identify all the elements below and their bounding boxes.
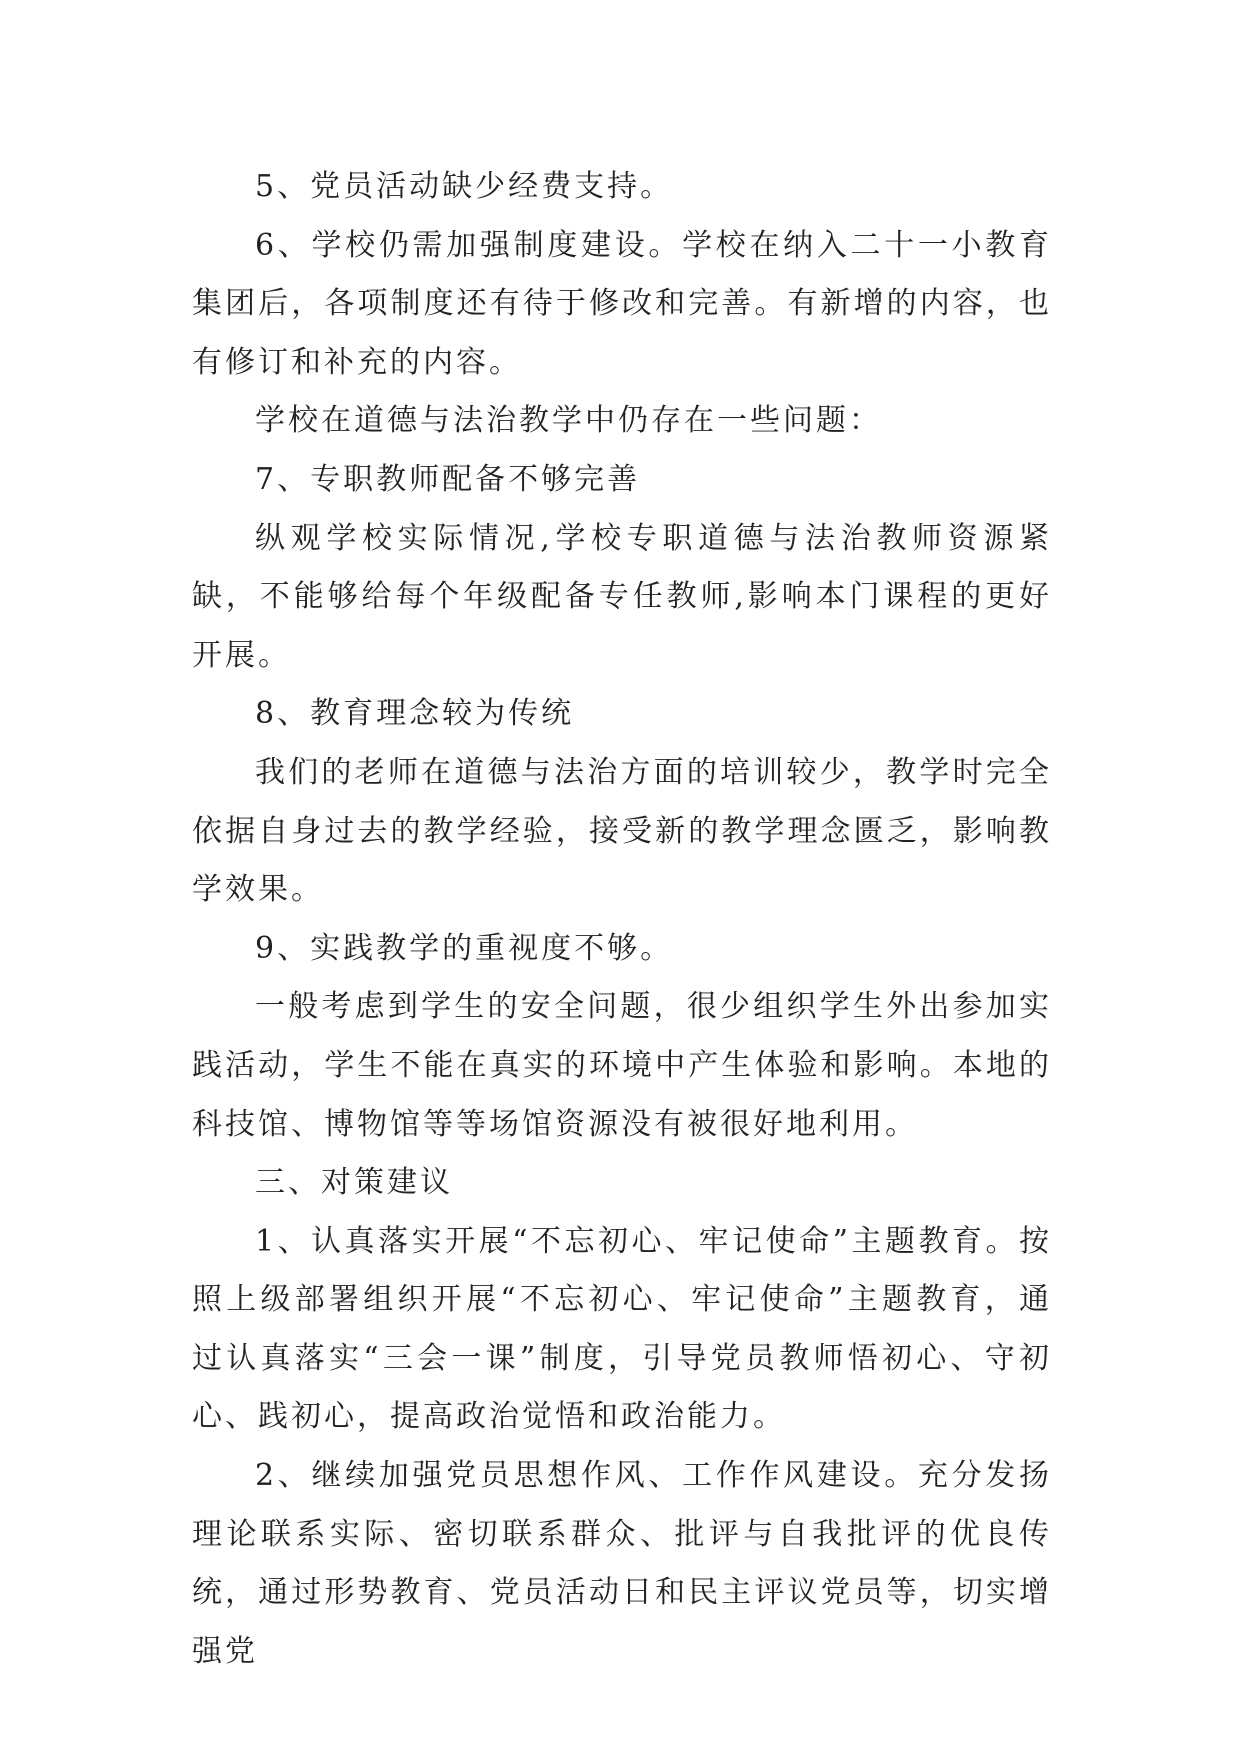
paragraph-suggestion-2: 2、继续加强党员思想作风、工作作风建设。充分发扬理论联系实际、密切联系群众、批评与自我批评的优良传统，通过形势教育、党员活动日和民主评议党员等，切实增强党 bbox=[192, 1458, 1052, 1669]
paragraph-item-8-body: 我们的老师在道德与法治方面的培训较少，教学时完全依据自身过去的教学经验，接受新的教学理念匮乏，影响教学效果。 bbox=[192, 754, 1052, 908]
paragraph-item-9-heading: 9、实践教学的重视度不够。 bbox=[255, 930, 674, 966]
section-heading-countermeasures: 三、对策建议 bbox=[255, 1165, 453, 1201]
paragraph-item-8-heading: 8、教育理念较为传统 bbox=[255, 696, 575, 732]
paragraph-item-9-body: 一般考虑到学生的安全问题，很少组织学生外出参加实践活动，学生不能在真实的环境中产生体验和影响。本地的科技馆、博物馆等等场馆资源没有被很好地利用。 bbox=[192, 989, 1052, 1142]
paragraph-item-7-heading: 7、专职教师配备不够完善 bbox=[255, 461, 641, 497]
paragraph-suggestion-1: 1、认真落实开展“不忘初心、牢记使命”主题教育。按照上级部署组织开展“不忘初心、牢记使命”主题教育，通过认真落实“三会一课”制度，引导党员教师悟初心、守初心、践初心，提高政治觉悟和政治能力。 bbox=[192, 1223, 1052, 1435]
document-body bbox=[192, 158, 1052, 1681]
paragraph-item-7-body: 纵观学校实际情况,学校专职道德与法治教师资源紧缺，不能够给每个年级配备专任教师,影响本门课程的更好开展。 bbox=[192, 520, 1052, 673]
paragraph-item-5-funding: 5、党员活动缺少经费支持。 bbox=[255, 169, 674, 204]
paragraph-teaching-problems-intro: 学校在道德与法治教学中仍存在一些问题： bbox=[255, 403, 882, 439]
paragraph-item-6-institution: 6、学校仍需加强制度建设。学校在纳入二十一小教育集团后，各项制度还有待于修改和完善。有新增的内容，也有修订和补充的内容。 bbox=[192, 227, 1052, 380]
